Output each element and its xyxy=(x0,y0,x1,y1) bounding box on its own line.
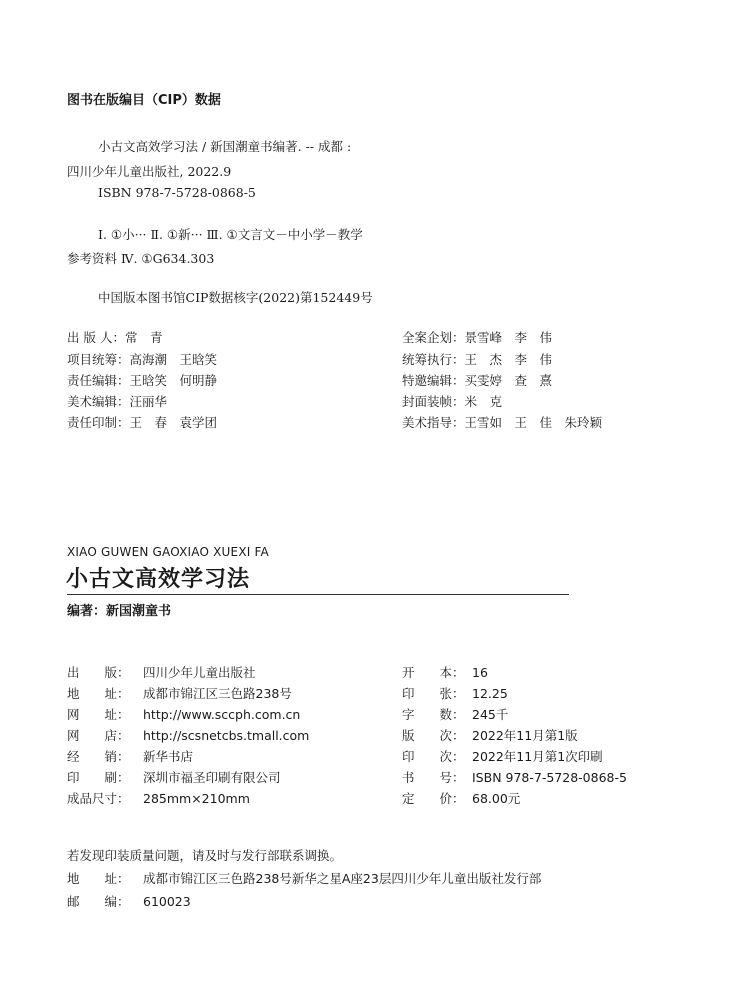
pub-label: 成品尺寸： xyxy=(67,791,130,806)
book-pinyin-title: XIAO GUWEN GAOXIAO XUEXI FA xyxy=(67,545,269,559)
pub-label: 印 张： xyxy=(402,686,465,701)
credit-value: 王雪如 王 佳 朱玲颖 xyxy=(464,415,603,430)
credit-right-2 xyxy=(402,350,552,368)
pub-label: 字 数： xyxy=(402,707,465,722)
pub-label: 网 店： xyxy=(67,728,130,743)
pub-value: 四川少年儿童出版社 xyxy=(143,665,256,680)
pub-label: 印 次： xyxy=(402,749,465,764)
pub-value: http://scsnetcbs.tmall.com xyxy=(143,728,310,743)
pub-left-5 xyxy=(67,747,193,765)
cip-heading: 图书在版编目（CIP）数据 xyxy=(67,93,221,108)
credit-label: 美术编辑： xyxy=(67,394,130,409)
book-title: 小古文高效学习法 xyxy=(66,567,251,592)
footer-address xyxy=(67,869,541,887)
credit-right-4 xyxy=(402,392,502,410)
pub-right-5 xyxy=(402,747,603,765)
pub-value: ISBN 978-7-5728-0868-5 xyxy=(472,770,627,785)
pub-right-4 xyxy=(402,726,578,744)
pub-right-2 xyxy=(402,684,508,702)
credit-label: 封面装帧： xyxy=(402,394,465,409)
pub-value: 2022年11月第1次印刷 xyxy=(472,749,603,764)
pub-right-7 xyxy=(402,789,520,807)
pub-left-1 xyxy=(67,663,256,681)
pub-left-2 xyxy=(67,684,292,702)
pub-value: 16 xyxy=(472,665,488,680)
credit-left-5 xyxy=(67,413,217,431)
credit-value: 买雯婷 查 熹 xyxy=(464,373,553,388)
book-author: 编著：新国潮童书 xyxy=(67,604,172,619)
pub-label: 定 价： xyxy=(402,791,465,806)
pub-label: 地 址： xyxy=(67,686,130,701)
pub-right-1 xyxy=(402,663,488,681)
pub-label: 经 销： xyxy=(67,749,130,764)
footer-address-label: 地 址： xyxy=(67,871,130,886)
credit-label: 出 版 人： xyxy=(67,330,125,345)
pub-label: 开 本： xyxy=(402,665,465,680)
cip-line-4: Ⅰ. ①小··· Ⅱ. ①新··· Ⅲ. ①文言文－中小学－教学 xyxy=(98,227,363,242)
credit-value: 米 克 xyxy=(464,394,503,409)
footer-address-value: 成都市锦江区三色路238号新华之星A座23层四川少年儿童出版社发行部 xyxy=(143,871,542,886)
credit-left-3 xyxy=(67,371,217,389)
credit-label: 责任编辑： xyxy=(67,373,130,388)
credit-left-1 xyxy=(67,328,162,346)
quality-notice: 若发现印装质量问题，请及时与发行部联系调换。 xyxy=(67,848,343,863)
title-divider xyxy=(67,594,569,595)
credit-value: 王 杰 李 伟 xyxy=(464,352,553,367)
credit-label: 全案企划： xyxy=(402,330,465,345)
pub-left-3 xyxy=(67,705,300,723)
credit-value: 常 青 xyxy=(124,330,163,345)
credit-value: 汪丽华 xyxy=(129,394,168,409)
pub-value: 245千 xyxy=(472,707,509,722)
cip-line-2: 四川少年儿童出版社, 2022.9 xyxy=(67,164,232,179)
credit-left-2 xyxy=(67,350,217,368)
pub-label: 版 次： xyxy=(402,728,465,743)
footer-postcode xyxy=(67,892,191,910)
pub-value: 深圳市福圣印刷有限公司 xyxy=(143,770,281,785)
credit-label: 责任印制： xyxy=(67,415,130,430)
cip-line-1: 小古文高效学习法 / 新国潮童书编著. -- 成都 : xyxy=(98,139,352,154)
credit-right-1 xyxy=(402,328,552,346)
credit-left-4 xyxy=(67,392,167,410)
pub-value: 68.00元 xyxy=(472,791,521,806)
footer-postcode-label: 邮 编： xyxy=(67,894,130,909)
pub-label: 印 刷： xyxy=(67,770,130,785)
credit-value: 王晗笑 何明静 xyxy=(129,373,218,388)
pub-value: 2022年11月第1版 xyxy=(472,728,578,743)
pub-label: 出 版： xyxy=(67,665,130,680)
pub-left-4 xyxy=(67,726,309,744)
pub-value: 12.25 xyxy=(472,686,508,701)
credit-label: 美术指导： xyxy=(402,415,465,430)
pub-value: http://www.sccph.com.cn xyxy=(143,707,301,722)
pub-value: 285mm×210mm xyxy=(143,791,250,806)
pub-right-3 xyxy=(402,705,508,723)
credit-value: 高海潮 王晗笑 xyxy=(129,352,218,367)
credit-right-5 xyxy=(402,413,602,431)
cip-line-6: 中国版本图书馆CIP数据核字(2022)第152449号 xyxy=(98,290,373,305)
pub-right-6 xyxy=(402,768,627,786)
credit-label: 特邀编辑： xyxy=(402,373,465,388)
footer-postcode-value: 610023 xyxy=(143,894,191,909)
pub-value: 新华书店 xyxy=(143,749,194,764)
credit-value: 景雪峰 李 伟 xyxy=(464,330,553,345)
pub-value: 成都市锦江区三色路238号 xyxy=(143,686,292,701)
cip-line-5: 参考资料 Ⅳ. ①G634.303 xyxy=(67,251,215,266)
pub-label: 网 址： xyxy=(67,707,130,722)
credit-label: 项目统筹： xyxy=(67,352,130,367)
credit-label: 统筹执行： xyxy=(402,352,465,367)
pub-label: 书 号： xyxy=(402,770,465,785)
cip-line-3: ISBN 978-7-5728-0868-5 xyxy=(98,185,256,200)
credit-value: 王 春 袁学团 xyxy=(129,415,218,430)
pub-left-7 xyxy=(67,789,250,807)
pub-left-6 xyxy=(67,768,281,786)
credit-right-3 xyxy=(402,371,552,389)
